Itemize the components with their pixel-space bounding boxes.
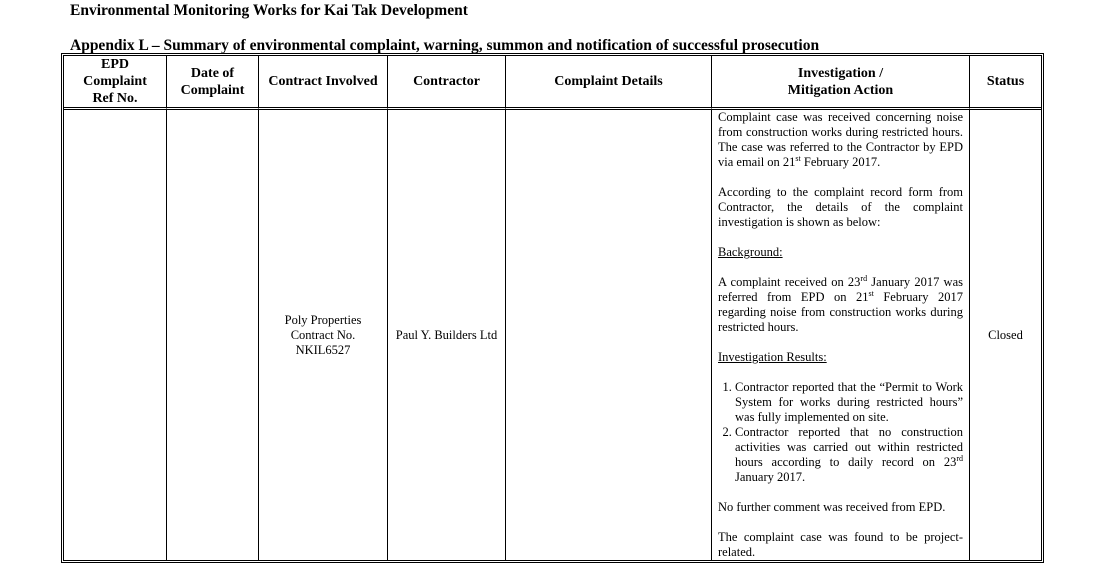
investigation-record-note: According to the complaint record form from Contractor, the details of the complaint investigation is shown as below: (718, 185, 963, 229)
cell-ref-no (64, 110, 167, 560)
cell-complaint-details (506, 110, 712, 560)
table-row (64, 110, 1041, 560)
header-date: Date of Complaint (167, 56, 259, 110)
appendix-heading: Appendix L – Summary of environmental complaint, warning, summon and notification of successful prosecution (70, 37, 820, 54)
list-item: 2. Contractor reported that no construction activities was carried out within restricted hours according to daily record on 23rd January 2017. (735, 425, 963, 485)
cell-investigation (712, 110, 970, 560)
header-contractor: Contractor (388, 56, 506, 110)
results-heading: Investigation Results: (718, 350, 827, 364)
cell-contract: Poly Properties Contract No. NKIL6527 (259, 110, 388, 560)
document-title: Environmental Monitoring Works for Kai Tak Development (70, 2, 468, 19)
header-ref-no: EPD Complaint Ref No. (64, 56, 167, 110)
results-list (718, 380, 963, 485)
investigation-intro: Complaint case was received concerning noise from construction works during restricted hours. The case was referred to the Contractor by EPD via email on 21st February 2017. (718, 110, 963, 169)
list-item: 1. Contractor reported that the “Permit to Work System for works during restricted hours” was fully implemented on site. (735, 380, 963, 425)
background-text: A complaint received on 23rd January 2017 was referred from EPD on 21st February 2017 regarding noise from construction works during restricted hours. (718, 273, 963, 334)
table-header-row (64, 56, 1041, 110)
header-investigation: Investigation / Mitigation Action (712, 56, 970, 110)
header-contract: Contract Involved (259, 56, 388, 110)
cell-contractor: Paul Y. Builders Ltd (388, 110, 506, 560)
header-status: Status (970, 56, 1041, 110)
conclusion-text: The complaint case was found to be project-related. (718, 530, 963, 559)
cell-date (167, 110, 259, 560)
cell-status: Closed (988, 327, 1023, 342)
header-complaint-details: Complaint Details (506, 56, 712, 110)
complaint-summary-table (63, 55, 1042, 561)
no-comment-text: No further comment was received from EPD. (718, 500, 946, 514)
background-heading: Background: (718, 245, 783, 259)
